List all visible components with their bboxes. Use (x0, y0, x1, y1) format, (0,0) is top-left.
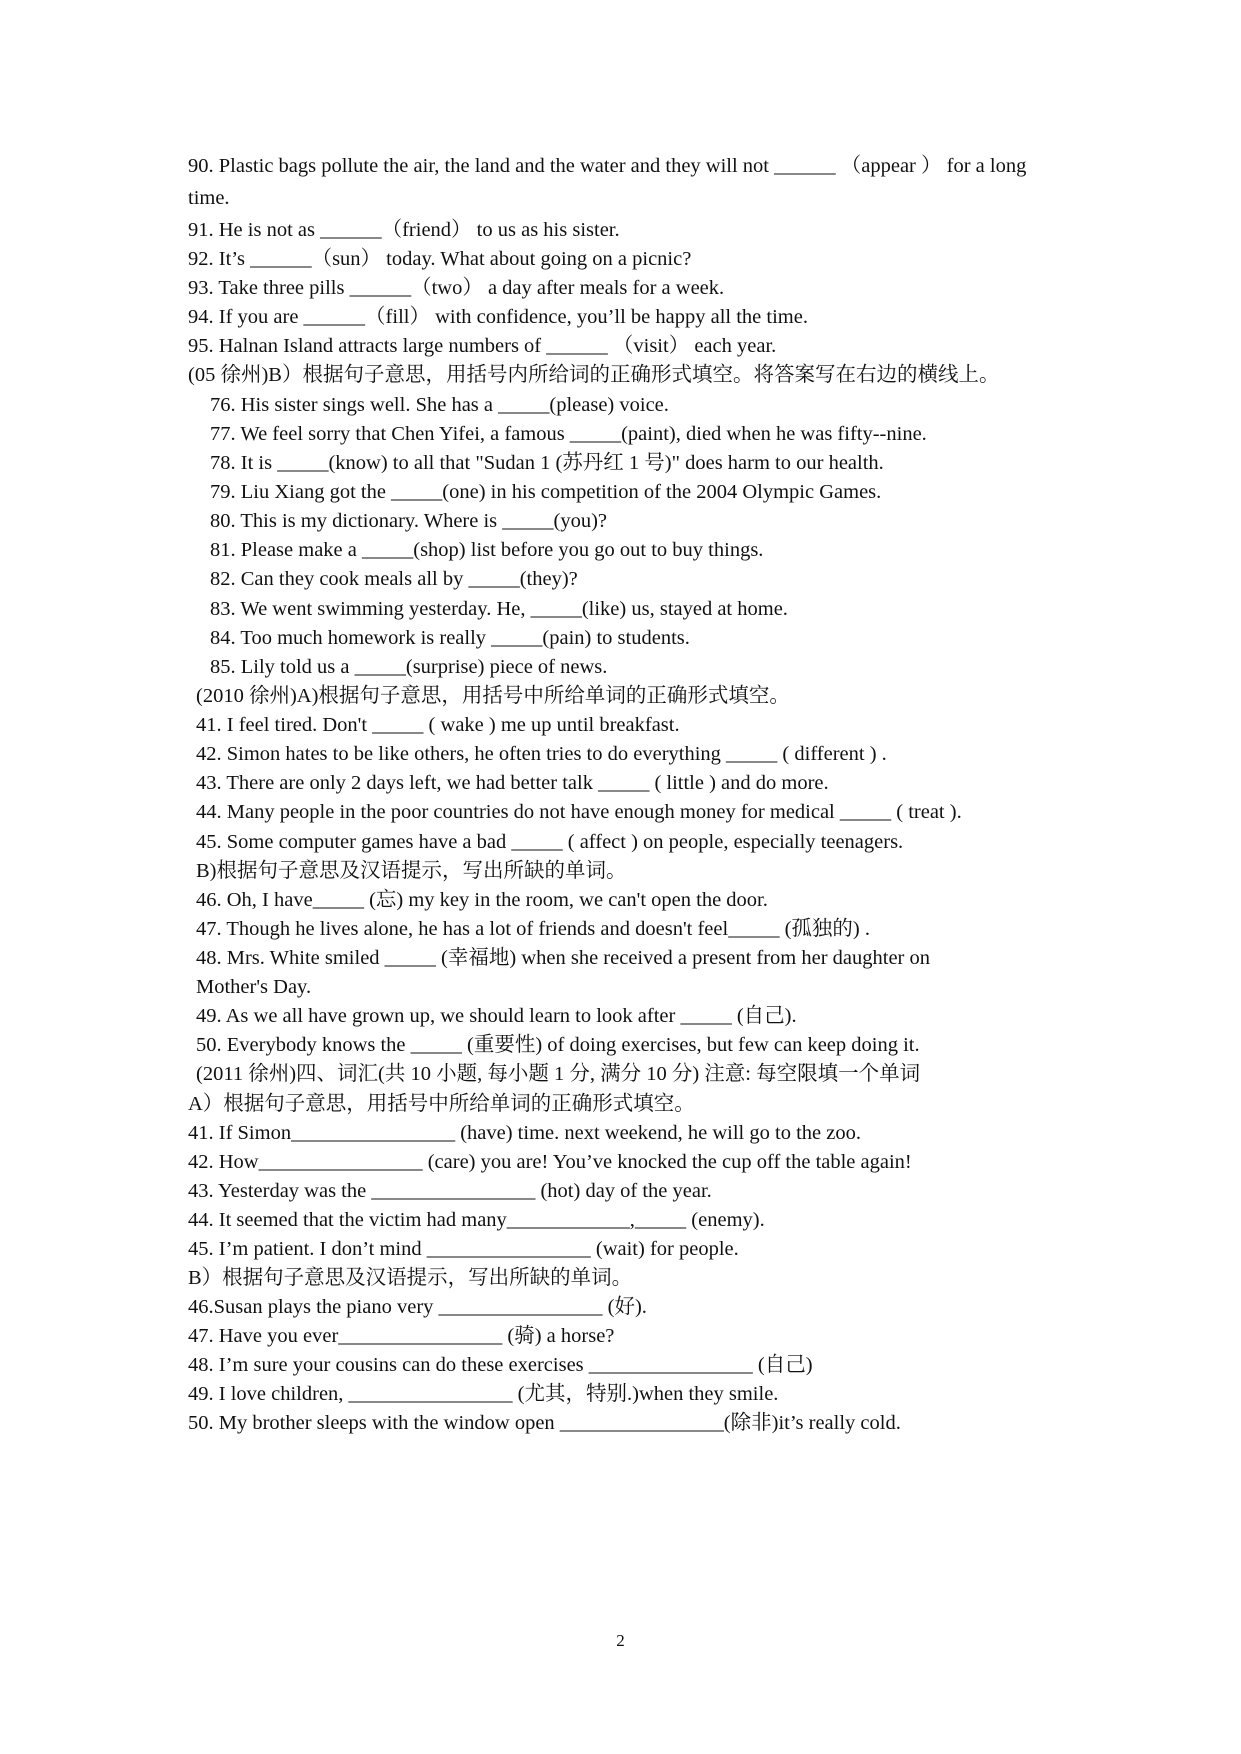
question-83: 83. We went swimming yesterday. He, _____(like) us, stayed at home. (210, 598, 788, 620)
question-48-2011: 48. I’m sure your cousins can do these exercises ________________ (自己) (188, 1354, 813, 1376)
question-76: 76. His sister sings well. She has a _____(please) voice. (210, 394, 669, 416)
question-50-2011: 50. My brother sleeps with the window open ________________(除非)it’s really cold. (188, 1412, 901, 1434)
question-45-2010: 45. Some computer games have a bad _____ ( affect ) on people, especially teenagers. (196, 831, 904, 853)
section-a-heading-2011: A）根据句子意思，用括号中所给单词的正确形式填空。 (188, 1093, 695, 1115)
question-95: 95. Halnan Island attracts large numbers of ______ （visit） each year. (188, 335, 777, 357)
section-heading-2005: (05 徐州)B）根据句子意思，用括号内所给词的正确形式填空。将答案写在右边的横线上。 (188, 364, 1000, 386)
question-93: 93. Take three pills ______（two） a day after meals for a week. (188, 277, 725, 299)
question-47-2011: 47. Have you ever________________ (骑) a horse? (188, 1325, 615, 1347)
question-84: 84. Too much homework is really _____(pain) to students. (210, 627, 690, 649)
page-number: 2 (616, 1631, 625, 1650)
question-45-2011: 45. I’m patient. I don’t mind ________________ (wait) for people. (188, 1238, 739, 1260)
question-48-2010: 48. Mrs. White smiled _____ (幸福地) when she received a present from her daughter on (196, 947, 931, 969)
question-44-2010: 44. Many people in the poor countries do not have enough money for medical _____ ( treat ). (196, 801, 962, 823)
question-46-2010: 46. Oh, I have_____ (忘) my key in the room, we can't open the door. (196, 889, 768, 911)
question-43-2010: 43. There are only 2 days left, we had better talk _____ ( little ) and do more. (196, 772, 829, 794)
section-b-heading-2010: B)根据句子意思及汉语提示，写出所缺的单词。 (196, 860, 627, 882)
question-85: 85. Lily told us a _____(surprise) piece of news. (210, 656, 608, 678)
question-90: 90. Plastic bags pollute the air, the land and the water and they will not ______ （appear ） for a long time. (188, 155, 1027, 209)
question-91: 91. He is not as ______（friend） to us as his sister. (188, 219, 620, 241)
question-78: 78. It is _____(know) to all that "Sudan 1 (苏丹红 1 号)" does harm to our health. (210, 452, 884, 474)
question-41-2011: 41. If Simon________________ (have) time. next weekend, he will go to the zoo. (188, 1122, 861, 1144)
question-79: 79. Liu Xiang got the _____(one) in his competition of the 2004 Olympic Games. (210, 481, 882, 503)
question-77: 77. We feel sorry that Chen Yifei, a famous _____(paint), died when he was fifty--nine. (210, 423, 927, 445)
question-94: 94. If you are ______（fill） with confidence, you’ll be happy all the time. (188, 306, 808, 328)
question-46-2011: 46.Susan plays the piano very ________________ (好). (188, 1296, 647, 1318)
question-49-2010: 49. As we all have grown up, we should learn to look after _____ (自己). (196, 1005, 797, 1027)
question-43-2011: 43. Yesterday was the ________________ (hot) day of the year. (188, 1180, 712, 1202)
question-44-2011: 44. It seemed that the victim had many____________,_____ (enemy). (188, 1209, 765, 1231)
question-81: 81. Please make a _____(shop) list before you go out to buy things. (210, 539, 764, 561)
question-49-2011: 49. I love children, ________________ (尤其，特别.)when they smile. (188, 1383, 779, 1405)
section-heading-2011: (2011 徐州)四、词汇(共 10 小题, 每小题 1 分, 满分 10 分) 注意: 每空限填一个单词 (196, 1063, 921, 1085)
section-heading-2010: (2010 徐州)A)根据句子意思，用括号中所给单词的正确形式填空。 (196, 685, 790, 707)
question-42-2010: 42. Simon hates to be like others, he often tries to do everything _____ ( different ) . (196, 743, 887, 765)
question-41-2010: 41. I feel tired. Don't _____ ( wake ) me up until breakfast. (196, 714, 680, 736)
question-92: 92. It’s ______（sun） today. What about going on a picnic? (188, 248, 692, 270)
section-b-heading-2011: B）根据句子意思及汉语提示，写出所缺的单词。 (188, 1267, 633, 1289)
question-50-2010: 50. Everybody knows the _____ (重要性) of doing exercises, but few can keep doing it. (196, 1034, 920, 1056)
question-80: 80. This is my dictionary. Where is _____(you)? (210, 510, 608, 532)
question-42-2011: 42. How________________ (care) you are! You’ve knocked the cup off the table again! (188, 1151, 912, 1173)
question-48-2010-continued: Mother's Day. (196, 976, 312, 998)
question-47-2010: 47. Though he lives alone, he has a lot of friends and doesn't feel_____ (孤独的) . (196, 918, 870, 940)
question-82: 82. Can they cook meals all by _____(they)? (210, 568, 578, 590)
